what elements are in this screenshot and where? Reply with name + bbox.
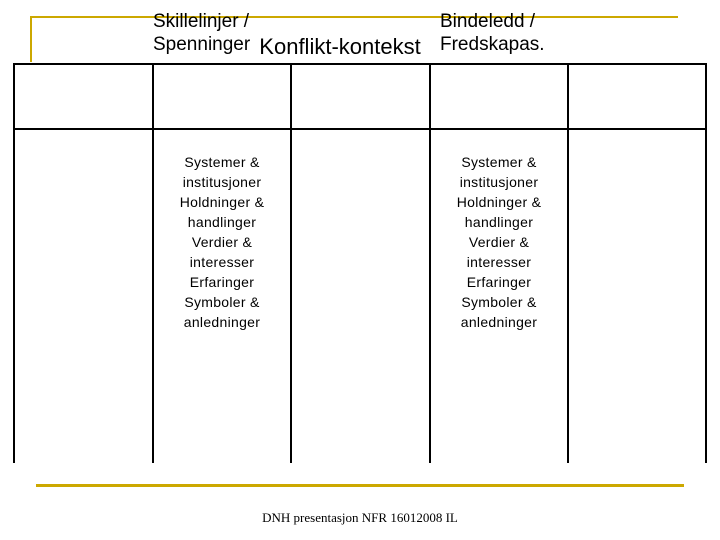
column-header-line: Bindeledd /: [440, 11, 536, 32]
list-item: Verdier &: [191, 234, 253, 250]
list-item: institusjoner: [459, 174, 539, 190]
slide-title: Konflikt-kontekst: [259, 34, 421, 59]
list-item: handlinger: [187, 214, 257, 230]
conflict-table: [13, 63, 707, 463]
list-item: anledninger: [183, 314, 261, 330]
connectors-item-list: [430, 152, 568, 332]
list-item: institusjoner: [182, 174, 262, 190]
list-item: handlinger: [464, 214, 534, 230]
table-top-border: [13, 63, 707, 65]
top-accent-line: [30, 16, 678, 18]
bottom-accent-line: [36, 484, 684, 487]
slide-footer: DNH presentasjon NFR 16012008 IL: [262, 510, 458, 525]
column-header-line: Skillelinjer /: [153, 11, 250, 32]
list-item: Verdier &: [468, 234, 530, 250]
list-item: Holdninger &: [179, 194, 265, 210]
table-header-divider: [13, 128, 707, 130]
column-header-line: Spenninger: [153, 34, 251, 55]
list-item: Erfaringer: [189, 274, 255, 290]
column-header-connectors: [440, 10, 545, 56]
table-column-divider: [13, 63, 15, 463]
list-item: interesser: [189, 254, 255, 270]
column-header-line: Fredskapas.: [440, 34, 545, 55]
table-column-divider: [705, 63, 707, 463]
list-item: Symboler &: [461, 294, 537, 310]
list-item: Holdninger &: [456, 194, 542, 210]
list-item: Symboler &: [184, 294, 260, 310]
list-item: Systemer &: [461, 154, 537, 170]
list-item: Erfaringer: [466, 274, 532, 290]
dividers-item-list: [153, 152, 291, 332]
list-item: interesser: [466, 254, 532, 270]
column-header-dividers: [153, 10, 250, 56]
list-item: Systemer &: [184, 154, 260, 170]
list-item: anledninger: [460, 314, 538, 330]
